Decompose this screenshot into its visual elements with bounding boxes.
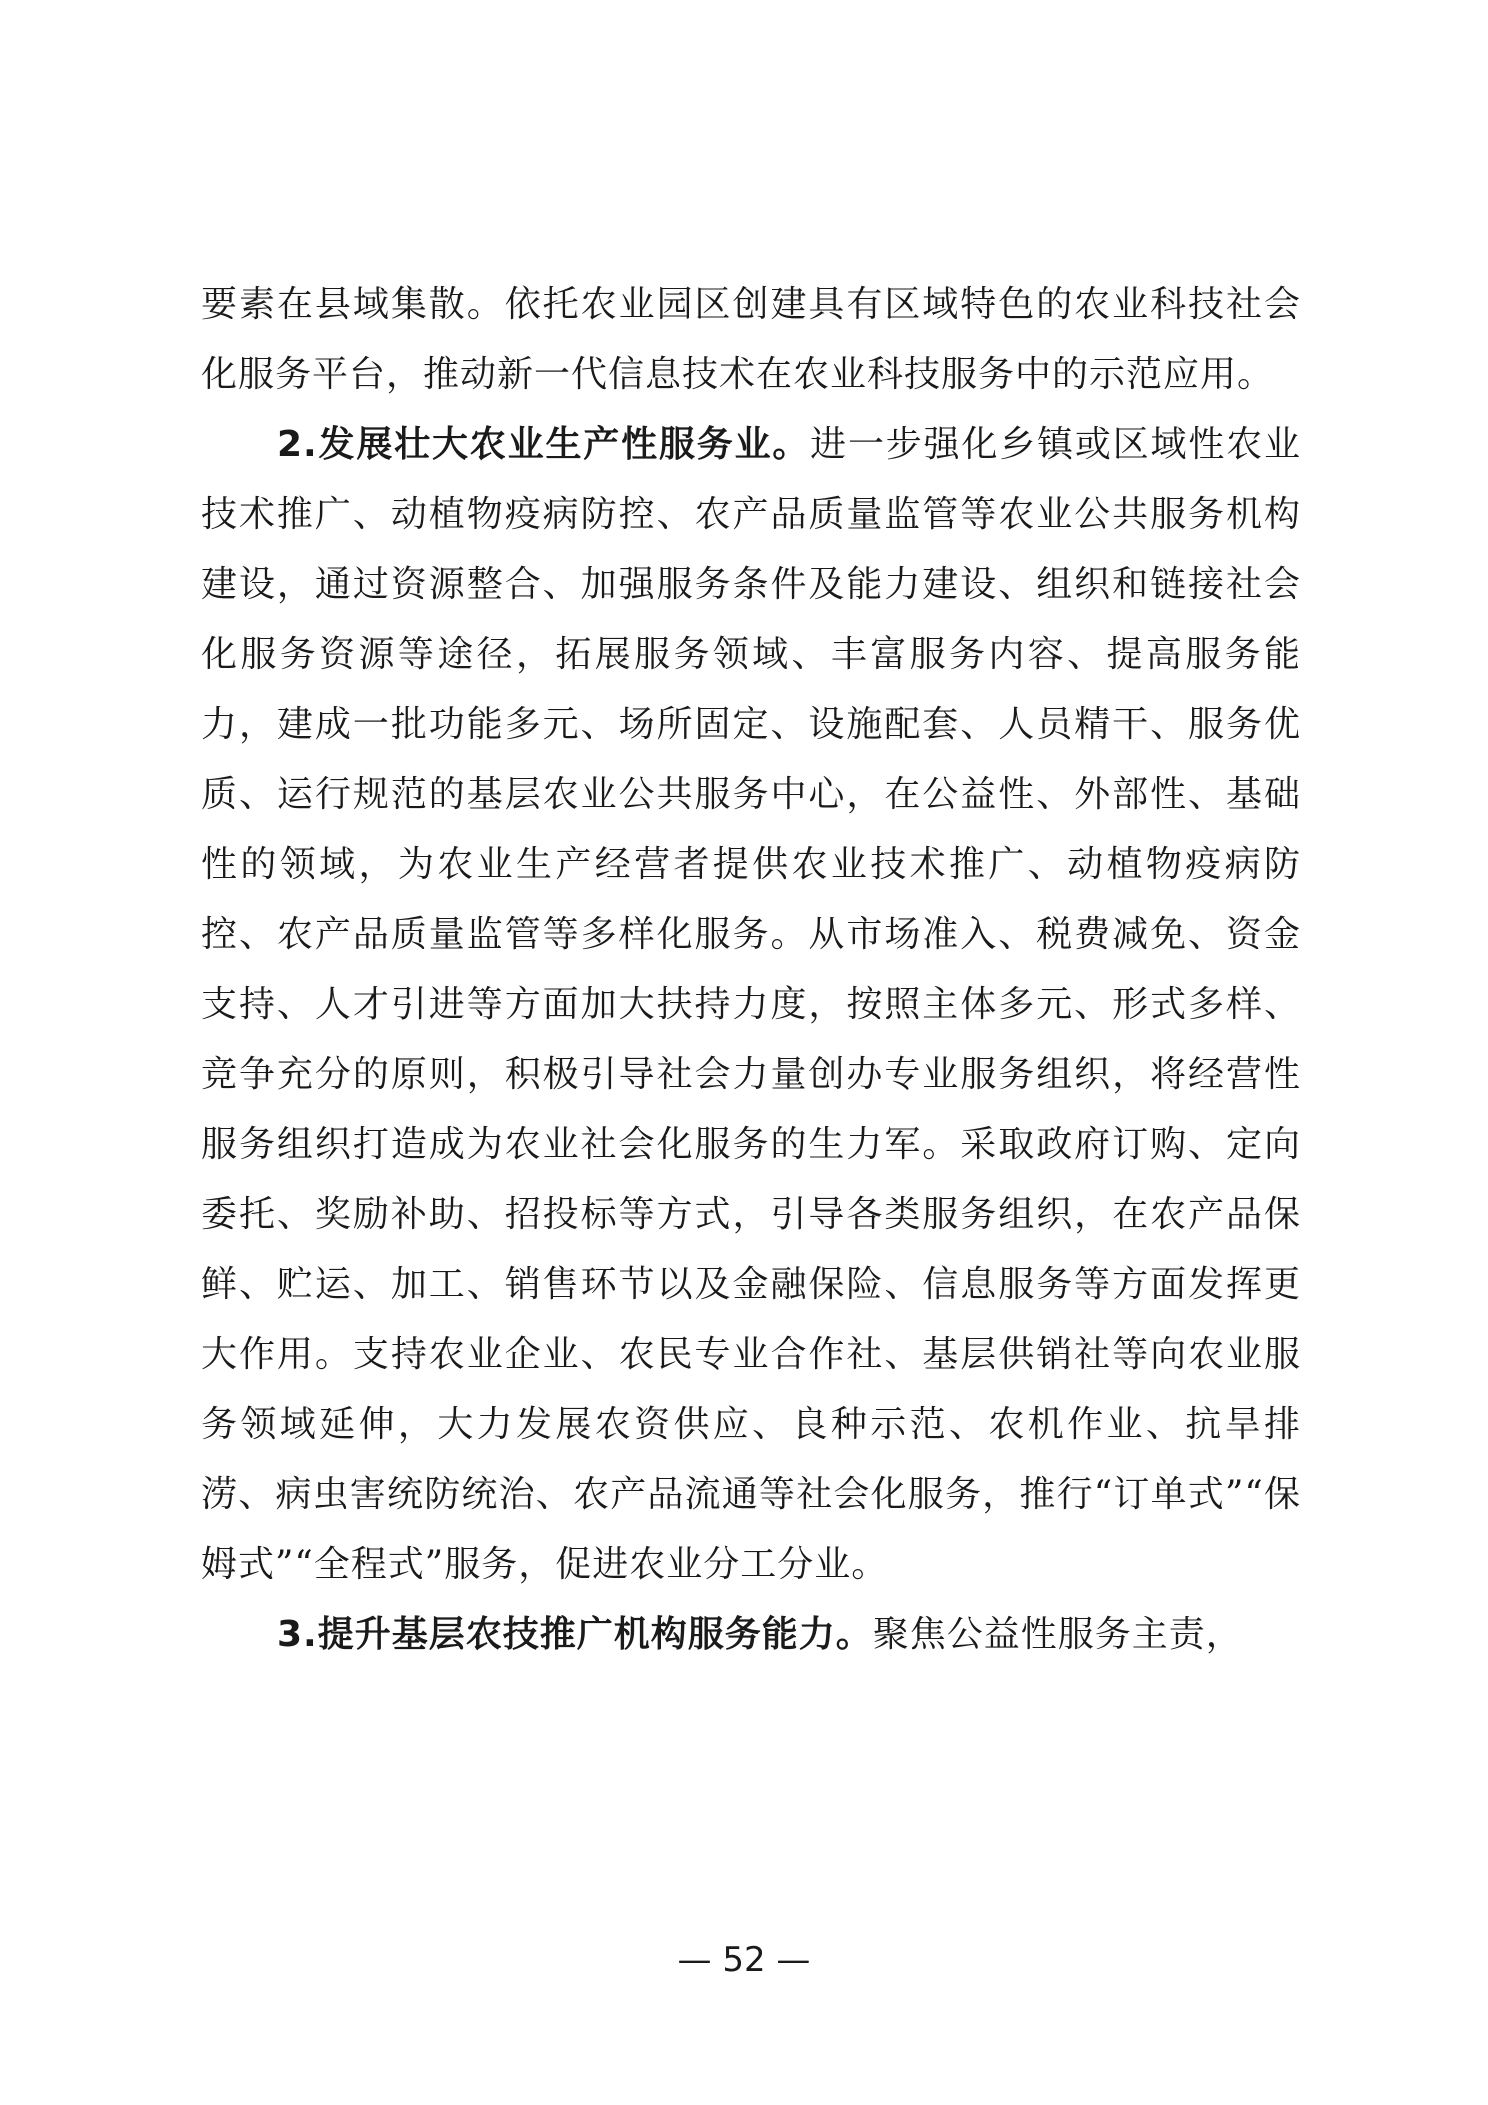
body-text: [201, 270, 1301, 1670]
section-heading: 2.发展壮大农业生产性服务业。: [277, 424, 811, 465]
paragraph-text: 聚焦公益性服务主责，: [872, 1614, 1243, 1655]
paragraph-section-3: [201, 1600, 1301, 1670]
paragraph-text: 进一步强化乡镇或区域性农业技术推广、动植物疫病防控、农产品质量监管等农业公共服务机构建设，通过资源整合、加强服务条件及能力建设、组织和链接社会化服务资源等途径，拓展服务领域、丰富服务内容、提高服务能力，建成一批功能多元、场所固定、设施配套、人员精干、服务优质、运行规范的基层农业公共服务中心，在公益性、外部性、基础性的领域，为农业生产经营者提供农业技术推广、动植物疫病防控、农产品质量监管等多样化服务。从市场准入、税费减免、资金支持、人才引进等方面加大扶持力度，按照主体多元、形式多样、竞争充分的原则，积极引导社会力量创办专业服务组织，将经营性服务组织打造成为农业社会化服务的生力军。采取政府订购、定向委托、奖励补助、招投标等方式，引导各类服务组织，在农产品保鲜、贮运、加工、销售环节以及金融保险、信息服务等方面发挥更大作用。支持农业企业、农民专业合作社、基层供销社等向农业服务领域延伸，大力发展农资供应、良种示范、农机作业、抗旱排涝、病虫害统防统治、农产品流通等社会化服务，推行“订单式”“保姆式”“全程式”服务，促进农业分工分业。: [201, 424, 1301, 1585]
paragraph-continuation: [201, 270, 1301, 410]
paragraph-text: 要素在县域集散。依托农业园区创建具有区域特色的农业科技社会化服务平台，推动新一代信息技术在农业科技服务中的示范应用。: [201, 284, 1301, 395]
page-number: — 52 —: [677, 1940, 811, 1980]
section-heading: 3.提升基层农技推广机构服务能力。: [277, 1614, 873, 1655]
paragraph-section-2: [201, 410, 1301, 1600]
